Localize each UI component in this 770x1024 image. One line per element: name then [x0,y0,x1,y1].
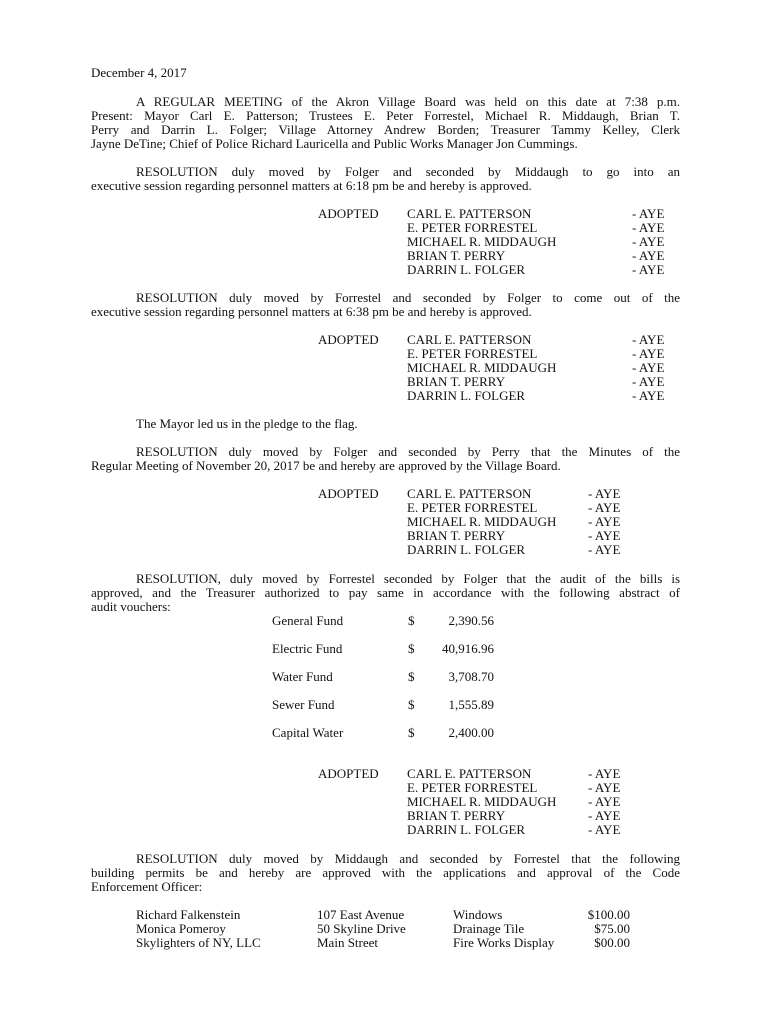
vote-result: - AYE [632,360,665,375]
vote-block [318,487,638,559]
paragraph-line: A REGULAR MEETING of the Akron Village Board was held on this date at 7:38 p.m. [136,94,680,109]
voter-name: DARRIN L. FOLGER [407,822,526,837]
fund-currency: $ [408,613,415,628]
permit-fee: $75.00 [594,921,630,936]
vote-result: - AYE [588,542,621,557]
permit-applicant: Richard Falkenstein [136,907,241,922]
permit-fee: $00.00 [594,935,630,950]
permit-fee: $100.00 [587,907,630,922]
fund-amount: 2,400.00 [448,725,494,740]
paragraph-line: executive session regarding personnel matters at 6:38 pm be and hereby is approved. [91,304,532,319]
permit-address: 107 East Avenue [317,907,405,922]
vote-result: - AYE [632,374,665,389]
voter-name: CARL E. PATTERSON [407,486,532,501]
permit-type: Fire Works Display [453,935,555,950]
fund-name: General Fund [272,613,344,628]
vote-result: - AYE [588,822,621,837]
permit-type: Windows [453,907,503,922]
vote-result: - AYE [588,514,621,529]
voter-name: E. PETER FORRESTEL [407,220,538,235]
voter-name: BRIAN T. PERRY [407,374,506,389]
vote-result: - AYE [588,766,621,781]
fund-amount: 2,390.56 [448,613,494,628]
paragraph-line: Enforcement Officer: [91,879,203,894]
paragraph-line: RESOLUTION duly moved by Folger and seconded by Perry that the Minutes of the [136,444,680,459]
permit-address: Main Street [317,935,379,950]
permit-applicant: Skylighters of NY, LLC [136,935,261,950]
voter-name: MICHAEL R. MIDDAUGH [407,234,557,249]
paragraph-line: RESOLUTION, duly moved by Forrestel seconded by Folger that the audit of the bills is [136,571,680,586]
fund-currency: $ [408,641,415,656]
fund-currency: $ [408,697,415,712]
vote-result: - AYE [588,780,621,795]
vote-block [318,767,638,839]
adopted-label: ADOPTED [318,332,379,347]
vote-result: - AYE [632,388,665,403]
paragraph-line: audit vouchers: [91,599,171,614]
voter-name: DARRIN L. FOLGER [407,542,526,557]
adopted-label: ADOPTED [318,766,379,781]
fund-amount: 40,916.96 [442,641,494,656]
adopted-label: ADOPTED [318,486,379,501]
paragraph-line: RESOLUTION duly moved by Forrestel and seconded by Folger to come out of the [136,290,680,305]
vote-result: - AYE [588,808,621,823]
fund-amount: 1,555.89 [448,697,494,712]
vote-result: - AYE [632,248,665,263]
paragraph-line: RESOLUTION duly moved by Folger and seconded by Middaugh to go into an [136,164,680,179]
vote-result: - AYE [632,346,665,361]
voter-name: BRIAN T. PERRY [407,248,506,263]
voter-name: MICHAEL R. MIDDAUGH [407,794,557,809]
vote-result: - AYE [632,206,665,221]
fund-amount: 3,708.70 [448,669,494,684]
voter-name: MICHAEL R. MIDDAUGH [407,360,557,375]
voter-name: CARL E. PATTERSON [407,206,532,221]
vote-result: - AYE [588,794,621,809]
permit-applicant: Monica Pomeroy [136,921,226,936]
permit-type: Drainage Tile [453,921,525,936]
voter-name: E. PETER FORRESTEL [407,500,538,515]
vote-result: - AYE [588,500,621,515]
paragraph-line: Present: Mayor Carl E. Patterson; Trustees E. Peter Forrestel, Michael R. Middaugh, Brian T. [91,108,680,123]
paragraph-line: Jayne DeTine; Chief of Police Richard Lauricella and Public Works Manager Jon Cummings. [91,136,578,151]
vote-block [318,207,678,279]
vote-result: - AYE [632,332,665,347]
fund-name: Water Fund [272,669,333,684]
paragraph-line: approved, and the Treasurer authorized to pay same in accordance with the following abstract of [91,585,680,600]
voter-name: E. PETER FORRESTEL [407,780,538,795]
voter-name: CARL E. PATTERSON [407,332,532,347]
fund-name: Capital Water [272,725,344,740]
fund-name: Electric Fund [272,641,343,656]
permit-address: 50 Skyline Drive [317,921,406,936]
paragraph-line: Perry and Darrin L. Folger; Village Attorney Andrew Borden; Treasurer Tammy Kelley, Clerk [91,122,680,137]
vote-block [318,333,678,405]
voter-name: E. PETER FORRESTEL [407,346,538,361]
adopted-label: ADOPTED [318,206,379,221]
pledge-line: The Mayor led us in the pledge to the flag. [136,416,358,431]
fund-currency: $ [408,669,415,684]
voter-name: BRIAN T. PERRY [407,808,506,823]
voter-name: BRIAN T. PERRY [407,528,506,543]
voter-name: DARRIN L. FOLGER [407,388,526,403]
paragraph-line: Regular Meeting of November 20, 2017 be and hereby are approved by the Village Board. [91,458,561,473]
vote-result: - AYE [632,262,665,277]
voter-name: DARRIN L. FOLGER [407,262,526,277]
paragraph-line: building permits be and hereby are approved with the applications and approval of the Code [91,865,680,880]
vote-result: - AYE [632,220,665,235]
fund-name: Sewer Fund [272,697,335,712]
voter-name: CARL E. PATTERSON [407,766,532,781]
vote-result: - AYE [588,486,621,501]
meeting-date: December 4, 2017 [91,65,187,80]
voter-name: MICHAEL R. MIDDAUGH [407,514,557,529]
paragraph-line: executive session regarding personnel matters at 6:18 pm be and hereby is approved. [91,178,532,193]
fund-currency: $ [408,725,415,740]
vote-result: - AYE [588,528,621,543]
vote-result: - AYE [632,234,665,249]
paragraph-line: RESOLUTION duly moved by Middaugh and seconded by Forrestel that the following [136,851,680,866]
